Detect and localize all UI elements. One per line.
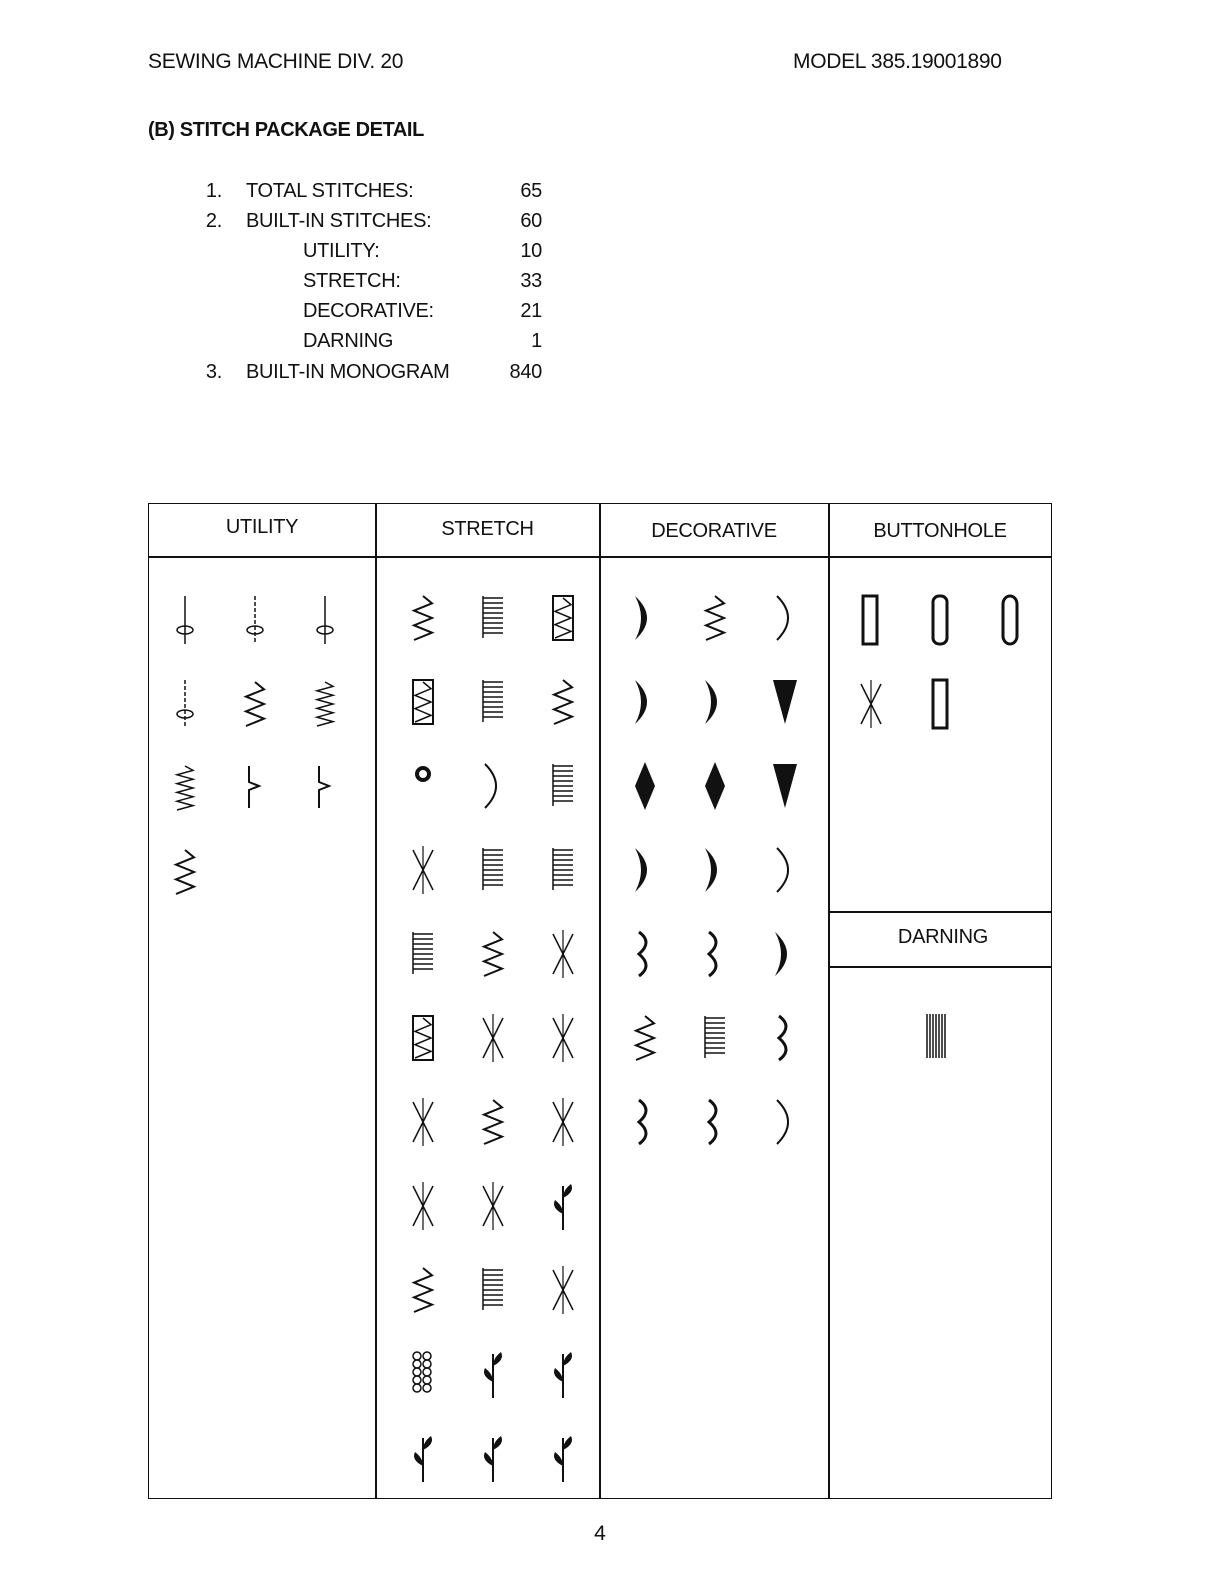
- spec-value: 10: [520, 240, 542, 262]
- zigzag-stitch-icon: [235, 676, 275, 732]
- darning-stitch-icon: [917, 1008, 957, 1064]
- chevron-stitch-icon: [473, 926, 513, 982]
- bracket-icon: [765, 842, 805, 898]
- spec-number: 3.: [205, 361, 222, 383]
- spec-label: TOTAL STITCHES:: [246, 180, 414, 202]
- spec-label: DARNING: [303, 330, 394, 352]
- triple-zigzag-stitch-icon: [305, 676, 345, 732]
- diamond-chain-icon: [543, 1010, 583, 1066]
- vine-stitch-icon: [543, 1346, 583, 1402]
- header-right: MODEL 385.19001890: [793, 50, 1002, 73]
- spec-value: 60: [520, 210, 542, 232]
- decorative-header: DECORATIVE: [651, 520, 777, 542]
- box-overlock-icon: [403, 674, 443, 730]
- crescent-stitch-icon: [473, 758, 513, 814]
- leaf-stem-icon: [473, 1430, 513, 1486]
- arrowhead-icon: [765, 1094, 805, 1150]
- darning-divider-top: [829, 911, 1051, 913]
- buttonhole-header: BUTTONHOLE: [873, 520, 1007, 542]
- diamond-small-icon: [695, 758, 735, 814]
- comb-satin-icon: [695, 1010, 735, 1066]
- spec-value: 65: [520, 180, 542, 202]
- spec-label: STRETCH:: [303, 270, 401, 292]
- satin-zigzag-icon: [625, 1010, 665, 1066]
- spec-value: 1: [531, 330, 542, 352]
- triple-straight-icon: [473, 1262, 513, 1318]
- star-stitch-icon: [473, 1178, 513, 1234]
- spec-number: 2.: [205, 210, 222, 232]
- column-divider: [375, 504, 377, 1498]
- header-left: SEWING MACHINE DIV. 20: [148, 50, 404, 73]
- double-overlock-icon: [543, 590, 583, 646]
- stretch-blind-hem-stitch-icon: [305, 760, 345, 816]
- twist-chain-icon: [695, 1094, 735, 1150]
- satin-wave-icon: [625, 590, 665, 646]
- rickrack-stitch-icon: [403, 1094, 443, 1150]
- spec-value: 840: [509, 361, 542, 383]
- arrow-stitch-icon: [473, 1094, 513, 1150]
- darning-header: DARNING: [897, 926, 989, 948]
- dome-satin-icon: [695, 674, 735, 730]
- ivy-stitch-icon: [543, 1430, 583, 1486]
- multi-zigzag-stitch-icon: [165, 760, 205, 816]
- shell-tuck-stitch-icon: [165, 844, 205, 900]
- wave-brace-icon: [625, 1094, 665, 1150]
- crescent-right-icon: [765, 590, 805, 646]
- blanket-stitch-icon: [403, 926, 443, 982]
- sail-left-icon: [625, 674, 665, 730]
- standard-buttonhole-icon: [851, 592, 891, 648]
- heart-chain-icon: [765, 926, 805, 982]
- stretch-zigzag-icon: [403, 590, 443, 646]
- cross-stitch-icon: [543, 926, 583, 982]
- flower-stitch-icon: [473, 1346, 513, 1402]
- spec-label: UTILITY:: [303, 240, 380, 262]
- straight-stitch-lock-icon: [165, 676, 205, 732]
- arrow-right-satin-icon: [765, 674, 805, 730]
- section-title: (B) STITCH PACKAGE DETAIL: [148, 119, 424, 141]
- bold-zigzag-icon: [403, 1262, 443, 1318]
- brace-satin-icon: [765, 1010, 805, 1066]
- sprout-stitch-icon: [403, 1430, 443, 1486]
- honeycomb-box-icon: [403, 1010, 443, 1066]
- spec-label: BUILT-IN MONOGRAM: [246, 361, 450, 383]
- blind-hem-stitch-icon: [235, 760, 275, 816]
- column-divider: [828, 504, 830, 1498]
- spec-number: 1.: [205, 180, 222, 202]
- double-cross-stitch-icon: [473, 1010, 513, 1066]
- utility-header: UTILITY: [225, 516, 299, 538]
- darning-divider-bottom: [829, 966, 1051, 968]
- straight-stitch-right-icon: [305, 592, 345, 648]
- spec-label: DECORATIVE:: [303, 300, 434, 322]
- bubble-stitch-icon: [403, 1346, 443, 1402]
- diamond-satin-icon: [625, 758, 665, 814]
- stretch-buttonhole-icon: [851, 676, 891, 732]
- bar-tack-buttonhole-icon: [921, 676, 961, 732]
- x-stitch-icon: [543, 1262, 583, 1318]
- moon-right-icon: [695, 842, 735, 898]
- dashed-stretch-icon: [473, 674, 513, 730]
- ladder-edge-icon: [473, 842, 513, 898]
- lightning-stitch-icon: [543, 674, 583, 730]
- round-end-buttonhole-icon: [921, 592, 961, 648]
- diamond-overlock-icon: [543, 1094, 583, 1150]
- feather-edge-icon: [473, 590, 513, 646]
- chevron-right-icon: [625, 926, 665, 982]
- scallop-edge-icon: [543, 758, 583, 814]
- moon-left-icon: [625, 842, 665, 898]
- spec-value: 33: [520, 270, 542, 292]
- chevron-left-icon: [695, 926, 735, 982]
- header-divider: [149, 556, 1051, 558]
- spec-label: BUILT-IN STITCHES:: [246, 210, 432, 232]
- page-number: 4: [594, 1522, 606, 1545]
- straight-stitch-center-icon: [235, 592, 275, 648]
- eyelet-icon: [403, 758, 443, 814]
- leaf-edge-icon: [543, 1178, 583, 1234]
- smocking-stitch-icon: [403, 842, 443, 898]
- stretch-header: STRETCH: [441, 518, 534, 540]
- comb-edge-icon: [543, 842, 583, 898]
- straight-stitch-left-icon: [165, 592, 205, 648]
- serpentine-icon: [695, 590, 735, 646]
- column-divider: [599, 504, 601, 1498]
- keyhole-buttonhole-icon: [991, 592, 1031, 648]
- cross-chain-icon: [403, 1178, 443, 1234]
- spec-value: 21: [520, 300, 542, 322]
- triangle-down-icon: [765, 758, 805, 814]
- stitch-table: [148, 503, 1052, 1499]
